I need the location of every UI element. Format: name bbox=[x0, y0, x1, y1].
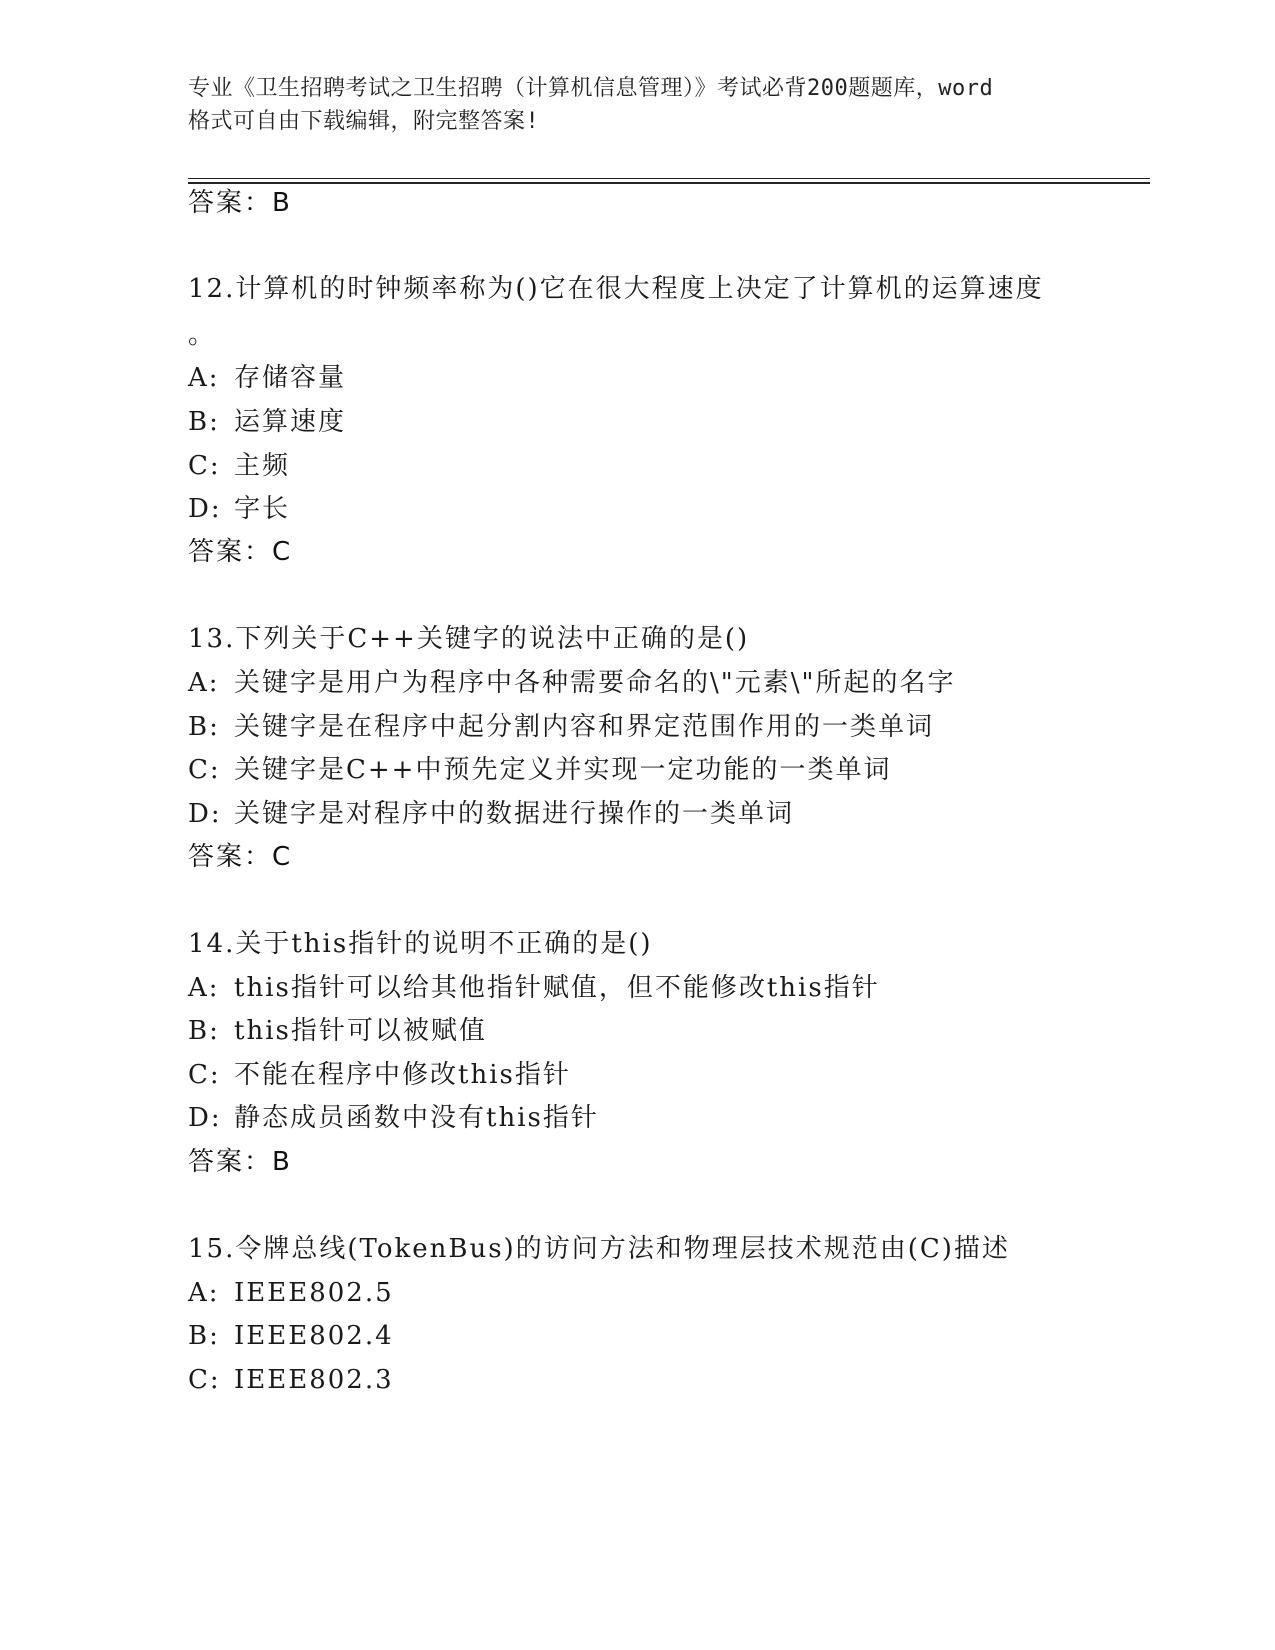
option-key: C: bbox=[188, 1365, 221, 1395]
option-text: 关键字是在程序中起分割内容和界定范围作用的一类单词 bbox=[234, 712, 935, 742]
question-12-option-a bbox=[188, 361, 346, 395]
question-13-answer: 答案：C bbox=[188, 842, 293, 872]
option-text: 存储容量 bbox=[234, 363, 347, 393]
option-key: C: bbox=[188, 755, 221, 785]
option-text: 关键字是用户为程序中各种需要命名的\"元素\"所起的名字 bbox=[234, 668, 956, 698]
question-12-text-continued: 。 bbox=[188, 320, 217, 350]
question-13-option-c bbox=[188, 753, 891, 787]
option-key: A: bbox=[188, 973, 220, 1003]
question-12-option-c bbox=[188, 449, 290, 483]
question-14-text: 14.关于this指针的说明不正确的是() bbox=[188, 929, 653, 959]
header-divider-thin bbox=[188, 178, 1150, 179]
document-header bbox=[188, 72, 1088, 138]
option-text: IEEE802.4 bbox=[234, 1321, 394, 1351]
option-text: IEEE802.5 bbox=[234, 1278, 394, 1308]
question-12-option-d bbox=[188, 492, 290, 526]
question-15-text: 15.令牌总线(TokenBus)的访问方法和物理层技术规范由(C)描述 bbox=[188, 1234, 1010, 1264]
option-key: D: bbox=[188, 494, 222, 524]
option-key: B: bbox=[188, 1321, 220, 1351]
question-12-text: 12.计算机的时钟频率称为()它在很大程度上决定了计算机的运算速度 bbox=[188, 274, 1044, 304]
header-line-1: 专业《卫生招聘考试之卫生招聘（计算机信息管理）》考试必背200题题库，word bbox=[188, 76, 994, 101]
question-12-answer: 答案：C bbox=[188, 537, 293, 567]
option-text: this指针可以被赋值 bbox=[234, 1016, 487, 1046]
question-15-option-c bbox=[188, 1363, 394, 1397]
question-13-option-b bbox=[188, 710, 934, 744]
option-key: A: bbox=[188, 363, 220, 393]
option-text: 运算速度 bbox=[234, 407, 347, 437]
option-key: B: bbox=[188, 1016, 220, 1046]
option-key: A: bbox=[188, 668, 220, 698]
option-text: 静态成员函数中没有this指针 bbox=[234, 1103, 599, 1133]
option-key: B: bbox=[188, 712, 220, 742]
question-13-option-a bbox=[188, 666, 955, 700]
option-text: 主频 bbox=[234, 451, 291, 481]
question-14-option-d bbox=[188, 1101, 599, 1135]
option-key: C: bbox=[188, 451, 221, 481]
option-text: 关键字是对程序中的数据进行操作的一类单词 bbox=[234, 799, 795, 829]
question-14-option-c bbox=[188, 1058, 571, 1092]
option-key: D: bbox=[188, 1103, 222, 1133]
question-13-option-d bbox=[188, 797, 794, 831]
option-text: IEEE802.3 bbox=[234, 1365, 394, 1395]
answer-line: 答案：B bbox=[188, 188, 292, 218]
option-text: this指针可以给其他指针赋值，但不能修改this指针 bbox=[234, 973, 880, 1003]
question-15-option-a bbox=[188, 1276, 394, 1310]
question-13-text: 13.下列关于C++关键字的说法中正确的是() bbox=[188, 624, 750, 654]
option-text: 字长 bbox=[234, 494, 291, 524]
option-key: A: bbox=[188, 1278, 220, 1308]
header-divider-thick bbox=[188, 182, 1150, 184]
question-14-option-b bbox=[188, 1014, 487, 1048]
question-14-answer: 答案：B bbox=[188, 1147, 292, 1177]
option-text: 不能在程序中修改this指针 bbox=[234, 1060, 571, 1090]
question-15-option-b bbox=[188, 1319, 394, 1353]
option-key: D: bbox=[188, 799, 222, 829]
question-14-option-a bbox=[188, 971, 880, 1005]
option-key: C: bbox=[188, 1060, 221, 1090]
question-12-option-b bbox=[188, 405, 346, 439]
option-text: 关键字是C++中预先定义并实现一定功能的一类单词 bbox=[234, 755, 892, 785]
header-line-2: 格式可自由下载编辑，附完整答案! bbox=[188, 109, 540, 134]
option-key: B: bbox=[188, 407, 220, 437]
